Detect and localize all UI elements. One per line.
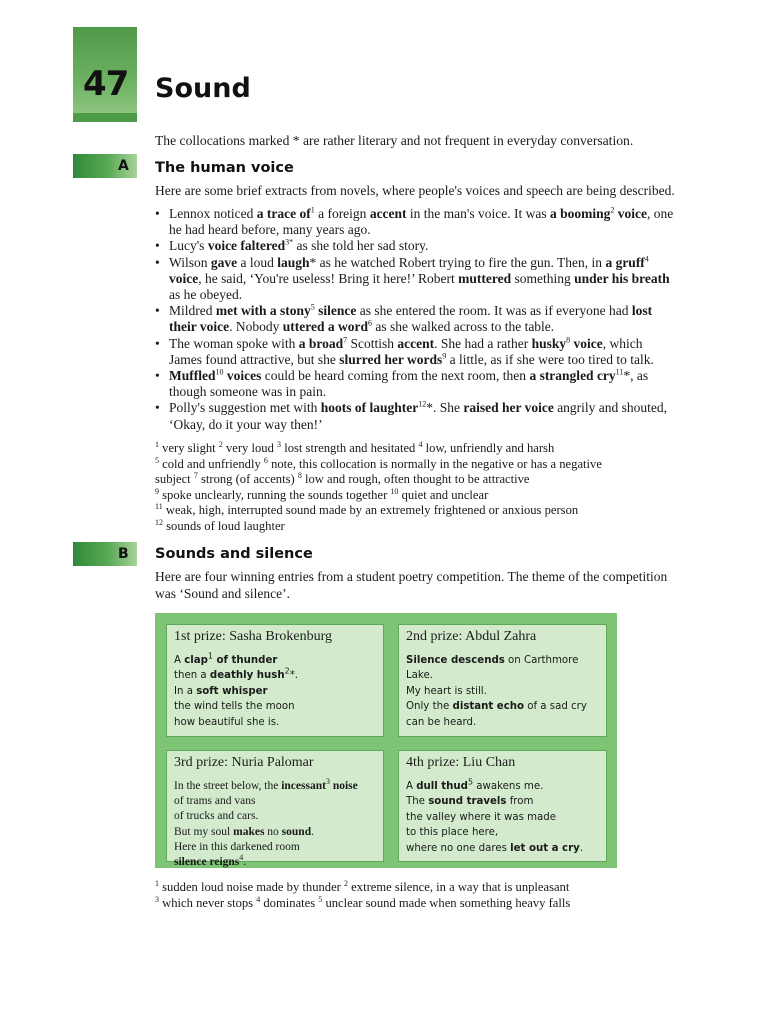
poem-title: 2nd prize: Abdul Zahra (406, 629, 537, 644)
poem-line: In the street below, the incessant$^3$ noise (174, 777, 358, 792)
poem-line: then a deathly hush$^2$*. (174, 667, 299, 682)
poem-title: 4th prize: Liu Chan (406, 755, 516, 770)
poem-card-1 (166, 624, 384, 737)
unit-title: Sound (155, 73, 251, 104)
poem-line: of trucks and cars. (174, 810, 259, 823)
poem-line: the valley where it was made (406, 811, 557, 823)
poems-panel (155, 613, 617, 868)
list-item: • Polly's suggestion met with hoots of laughter$^{12}$*. She raised her voice angrily and shouted, ‘Okay, do it your way then!’ (155, 400, 675, 432)
poem-line: In a soft whisper (174, 685, 268, 697)
poem-line: A dull thud$^5$ awakens me. (406, 777, 544, 792)
section-b-lead: Here are four winning entries from a student poetry competition. The theme of the competition was ‘Sound and silence’. (155, 569, 668, 601)
list-item: • Wilson gave a loud laugh* as he watched Robert trying to fire the gun. Then, in a gruff$^4$ voice, he said, ‘You're useless! Bring it here!’ Robert muttered something under his breath as he obeyed. (155, 255, 675, 304)
list-item: • The woman spoke with a broad$^7$ Scottish accent. She had a rather husky$^8$ voice, which James found attractive, but she slurred her words$^9$ a little, as if she were too tired to talk. (155, 336, 675, 368)
poem-lines (406, 653, 606, 730)
section-b-footnotes (155, 880, 675, 911)
poem-card-3 (166, 750, 384, 869)
unit-number: 47 (83, 64, 129, 104)
section-b-letter: B (118, 546, 129, 562)
list-item: • Muffled$^{10}$ voices could be heard coming from the next room, then a strangled cry$^{11}$*, as though someone was in pain. (155, 368, 675, 400)
list-item: • Lucy's voice faltered$^{3*}$ as she told her sad story. (155, 238, 675, 254)
poem-line: of trams and vans (174, 795, 256, 808)
poem-line: Only the distant echo of a sad cry (406, 701, 587, 713)
poem-line: Here in this darkened room (174, 840, 300, 853)
footnote-row: subject $^7$ strong (of accents) $^8$ low and rough, often thought to be attractive (155, 470, 530, 486)
poem-line: silence reigns$^4$. (174, 853, 247, 869)
poem-title: 3rd prize: Nuria Palomar (174, 755, 314, 770)
unit-number-strip (73, 113, 137, 122)
poem-lines (174, 779, 358, 870)
list-item: • Lennox noticed a trace $of^1$ a foreign accent in the man's voice. It was a booming$^2$ voice, one he had heard before, many years ago. (155, 206, 675, 238)
footnote-row: $^1$ very slight $^2$ very loud $^3$ lost strength and hesitated $^4$ low, unfriendly and harsh (155, 439, 555, 455)
footnote-row: $^{11}$ weak, high, interrupted sound made by an extremely frightened or anxious person (155, 501, 579, 517)
poem-line: where no one dares let out a cry. (406, 842, 584, 854)
poem-line: The sound travels from (406, 796, 534, 808)
poem-line: But my soul makes no sound. (174, 825, 314, 838)
section-a-letter: A (118, 158, 129, 174)
section-a-footnotes (155, 441, 675, 534)
intro-text: The collocations marked * are rather literary and not frequent in everyday conversation. (155, 133, 634, 148)
footnote-row: $^{12}$ sounds of loud laughter (155, 517, 285, 533)
poem-line: Silence descends on Carthmore Lake. (406, 655, 579, 682)
poem-line: can be heard. (406, 716, 477, 728)
footnote-row: $^9$ spoke unclearly, running the sounds together $^{10}$ quiet and unclear (155, 486, 489, 502)
poem-line: A clap$^1$ of thunder (174, 651, 278, 666)
poem-title: 1st prize: Sasha Brokenburg (174, 629, 332, 644)
footnote-row: $^1$ sudden loud noise made by thunder $^2$ extreme silence, in a way that is unpleasant (155, 878, 570, 894)
voice-extracts-list (155, 206, 675, 433)
section-a-lead: Here are some brief extracts from novels, where people's voices and speech are being described. (155, 183, 675, 198)
list-item: • Mildred met with a stony$^5$ silence as she entered the room. It was as if everyone had lost their voice. Nobody uttered a word$^6$ as she walked across to the table. (155, 303, 675, 335)
poem-line: how beautiful she is. (174, 716, 280, 728)
footnote-row: $^5$ cold and unfriendly $^6$ note, this collocation is normally in the negative or has a negative (155, 455, 602, 471)
poem-lines (174, 653, 298, 730)
poem-line: My heart is still. (406, 685, 487, 697)
poem-line: to this place here, (406, 827, 499, 839)
footnote-row: $^3$ which never stops $^4$ dominates $^5$ unclear sound made when something heavy falls (155, 894, 571, 910)
poem-card-4 (398, 750, 607, 862)
section-b-title: Sounds and silence (155, 546, 313, 562)
poem-line: the wind tells the moon (174, 701, 295, 713)
section-a-title: The human voice (155, 160, 294, 176)
poem-lines (406, 779, 583, 856)
poem-card-2 (398, 624, 607, 737)
